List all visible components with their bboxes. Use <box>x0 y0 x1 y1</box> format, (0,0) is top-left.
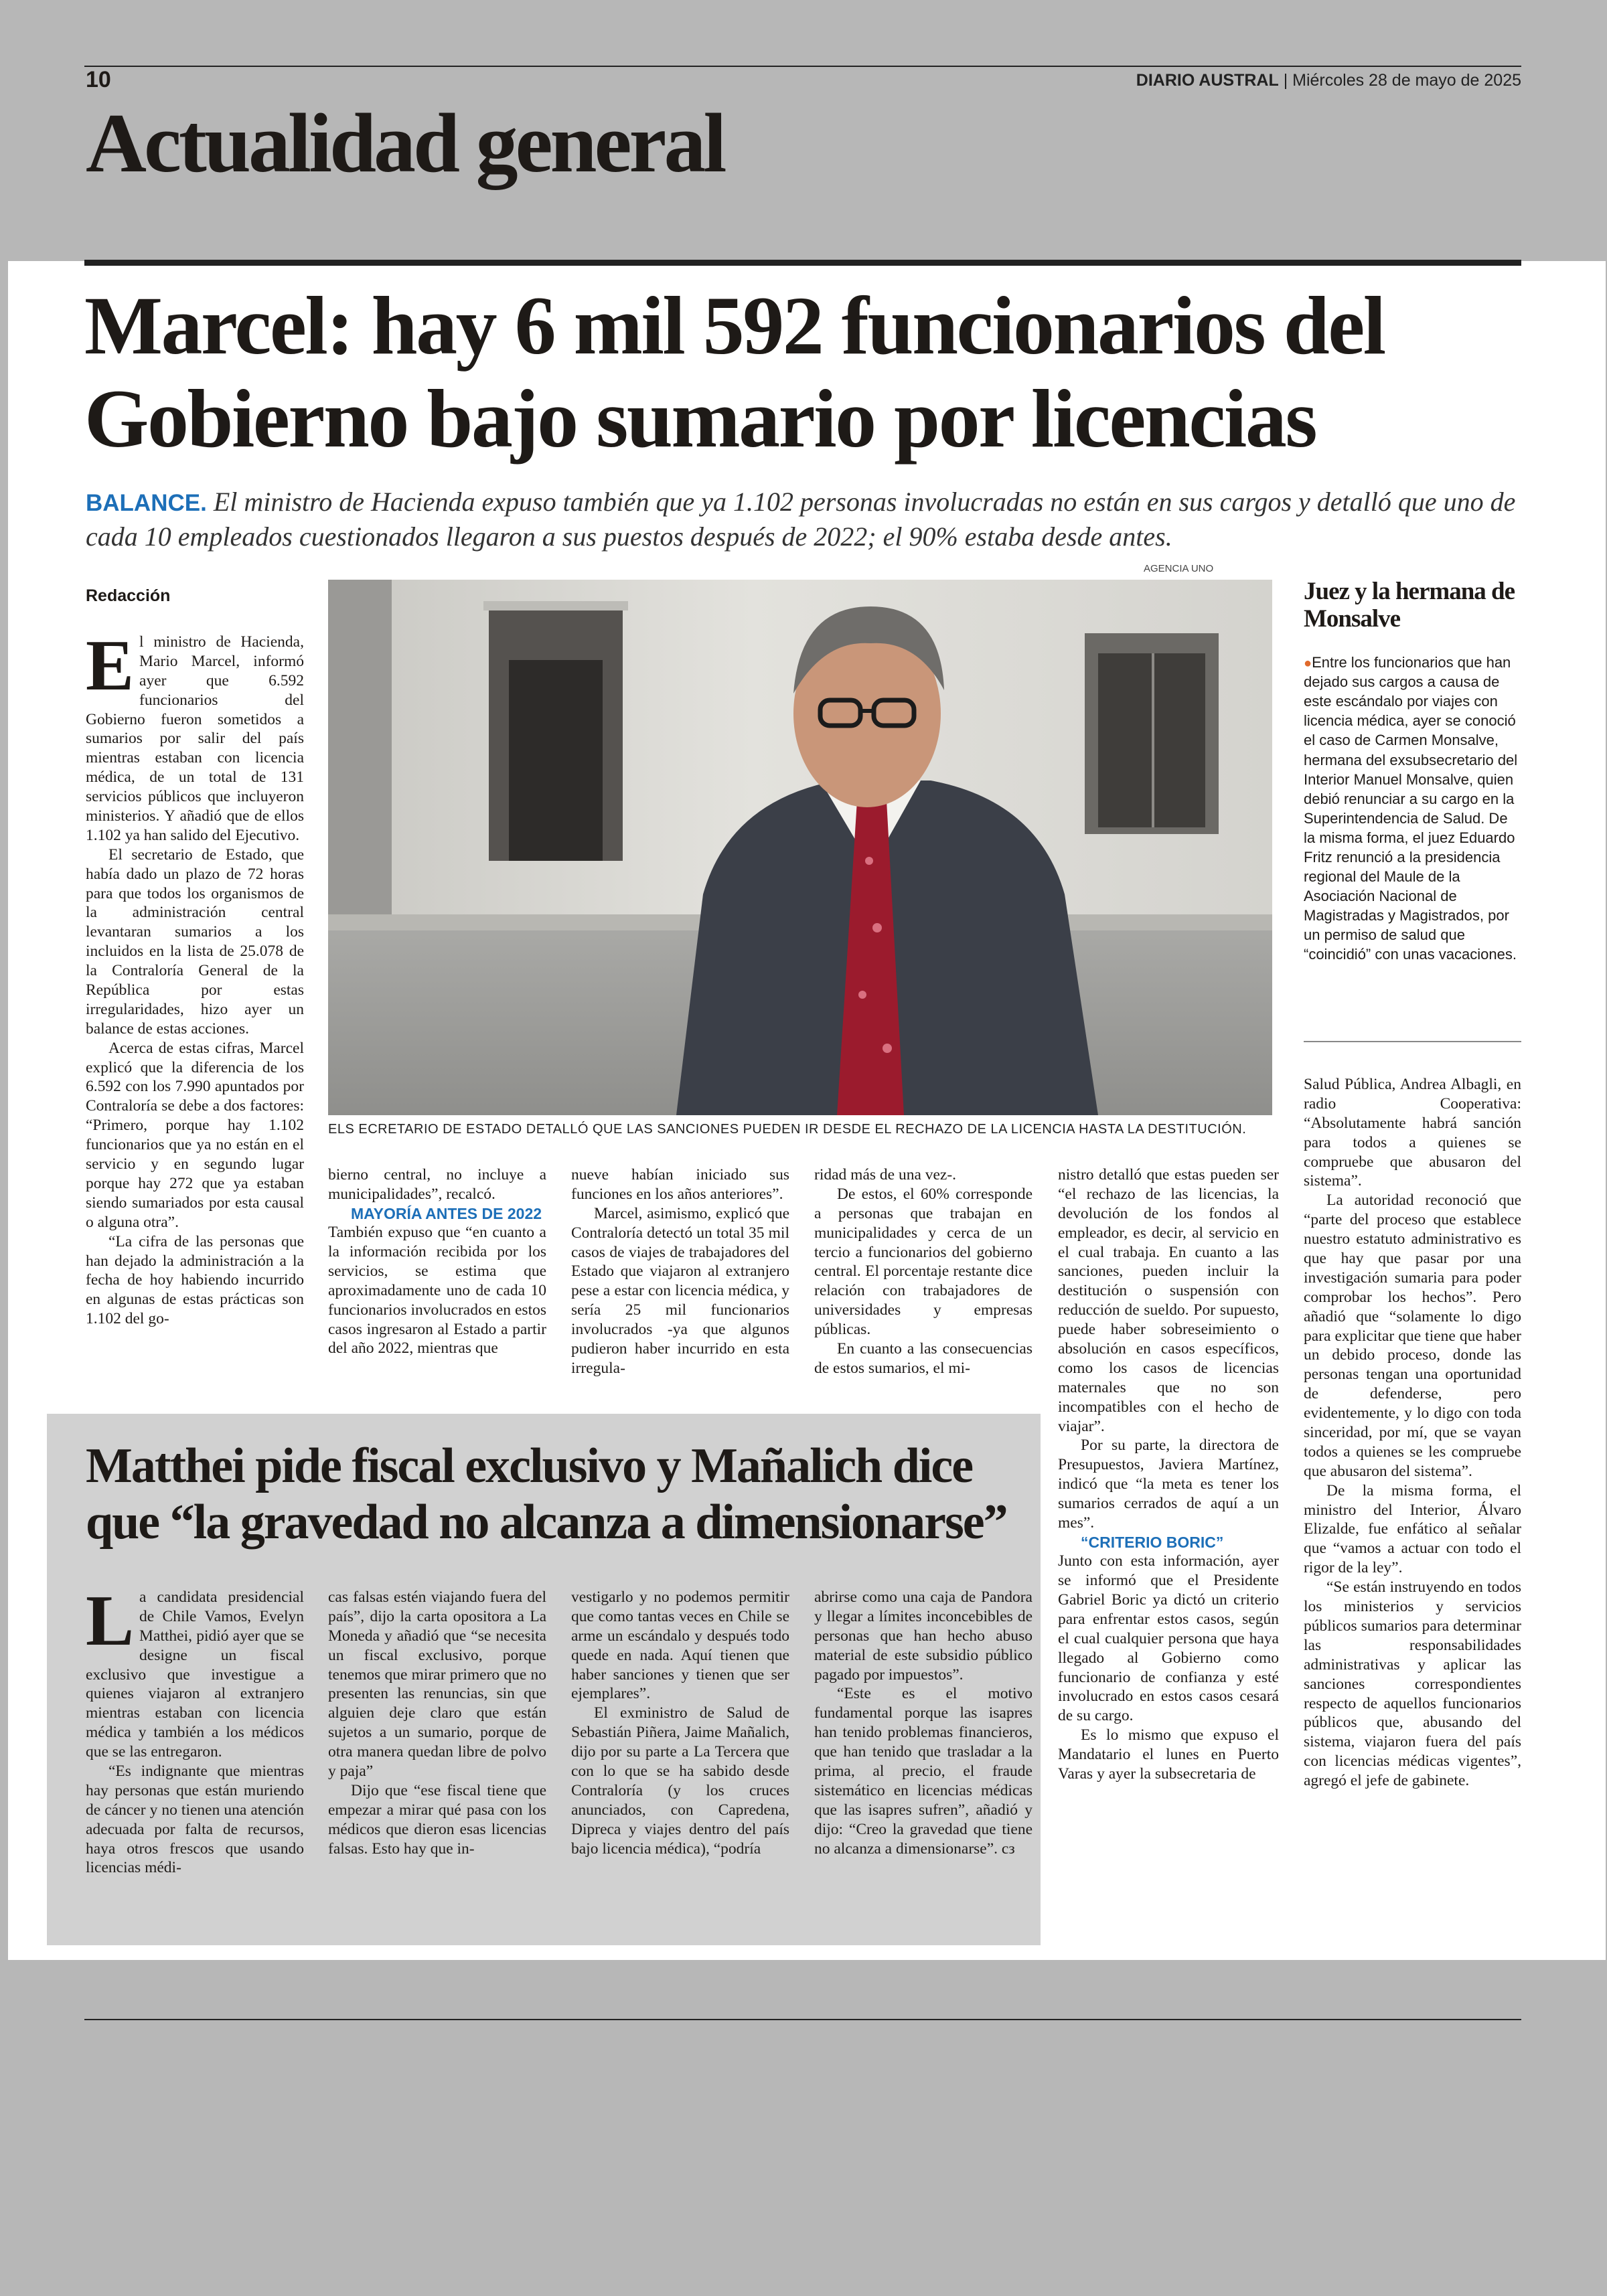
sidebar-body: Entre los funcionarios que han dejado sus cargos a causa de este escándalo por viajes con licencia médica, ayer se conoció el caso de Carmen Monsalve, hermana del exsubsecretario del Interior Manuel Monsalve, quien debió renunciar a su cargo en la Superintendencia de Salud. De la misma forma, el juez Eduardo Fritz renunció a la presidencia regional del Maule de la Asociación Nacional de Magistradas y Magistrados, por un permiso de salud que “coincidió” con unas vacaciones. <box>1304 654 1518 963</box>
col3-paragraph-1: nueve habían iniciado sus funciones en los años anteriores”. <box>571 1166 789 1203</box>
photo-credit: AGENCIA UNO <box>1144 563 1214 574</box>
column-6 <box>1304 1075 1521 1791</box>
box-c1-paragraph-1: a candidata presidencial de Chile Vamos, Evelyn Matthei, pidió ayer que se designe un fiscal exclusivo que investigue a quienes viajaron al extranjero mientras estaban con licencia médica y también a los médicos que se las entregaron. <box>86 1588 304 1761</box>
masthead <box>1136 71 1521 90</box>
box-c2-paragraph-2: Dijo que “ese fiscal tiene que empezar a mirar qué pasa con los médicos que dieron esas licencias falsas. Esto hay que in- <box>328 1781 546 1858</box>
col4-paragraph-3: En cuanto a las consecuencias de estos sumarios, el mi- <box>814 1340 1032 1377</box>
byline: Redacción <box>86 586 171 605</box>
sidebar-rule <box>1304 1041 1521 1042</box>
issue-date: | Miércoles 28 de mayo de 2025 <box>1283 71 1521 90</box>
box-column-3 <box>571 1588 789 1858</box>
col4-paragraph-2: De estos, el 60% corresponde a personas que trabajan en municipalidades y cerca de un tercio a funcionarios del gobierno central. El porcentaje restante dice relación con trabajadores de universidades y empresas públicas. <box>814 1185 1032 1339</box>
box-c4-paragraph-1: abrirse como una caja de Pandora y llegar a límites inconcebibles de personas que han hecho abuso material de este subsidio público pagado por impuestos”. <box>814 1588 1032 1684</box>
box-column-4 <box>814 1588 1032 1858</box>
column-5 <box>1058 1165 1279 1784</box>
col1-paragraph-2: El secretario de Estado, que había dado un plazo de 72 horas para que todos los organismos de la administración central levantaran sumarios a los incluidos en la lista de 25.078 de la Contraloría General de la República por estas irregularidades, hizo ayer un balance de estas acciones. <box>86 845 304 1038</box>
col5-paragraph-3: Junto con esta información, ayer se informó que el Presidente Gabriel Boric ya dictó un criterio para enfrentar estos casos, según el cual cualquier persona que haya llegado al Gobierno como funcionario de confianza y esté involucrado en estos casos cesará de su cargo. <box>1058 1552 1279 1725</box>
end-mark-icon: cз <box>1001 1839 1015 1858</box>
col1-paragraph-1: l ministro de Hacienda, Mario Marcel, informó ayer que 6.592 funcionarios del Gobierno fueron sometidos a sumarios por salir del país mientras estaban con licencia médica, de un total de 131 servicios públicos que incluyeron ministerios. Y añadió que de ellos 1.102 ya han salido del Ejecutivo. <box>86 633 304 844</box>
box-c3-paragraph-1: vestigarlo y no podemos permitir que como tantas veces en Chile se arme un escándalo y después todo quede en nada. Aquí tienen que haber sanciones y tienen que ser ejemplares”. <box>571 1588 789 1703</box>
col1-paragraph-3: Acerca de estas cifras, Marcel explicó que la diferencia de los 6.592 con los 7.990 apuntados por Contraloría se debe a dos factores: “Primero, porque hay 1.102 funcionarios que ya no están en el servicio y en segundo lugar porque hay 272 que ya estaban siendo sumariados por esta causal o alguna otra”. <box>86 1039 304 1231</box>
photo-caption: ELS ECRETARIO DE ESTADO DETALLÓ QUE LAS SANCIONES PUEDEN IR DESDE EL RECHAZO DE LA LICENCIA HASTA LA DESTITUCIÓN. <box>328 1122 1247 1137</box>
top-rule <box>84 66 1521 67</box>
column-1 <box>86 626 304 1329</box>
box-c1-paragraph-2: “Es indignante que mientras hay personas que están muriendo de cáncer y no tienen una atención adecuada por falta de recursos, haya otros frescos que usando licencias médi- <box>86 1762 304 1877</box>
headline-top-rule <box>84 260 1521 266</box>
col5-paragraph-1: nistro detalló que estas pueden ser “el rechazo de las licencias, la devolución de los fondos al empleador, es decir, al servicio en el cual trabaja. En cuanto a las sanciones, pueden incluir la destitución o suspensión con reducción de sueldo. Por supuesto, puede haber sobreseimiento o absolución en casos específicos, como los casos de licencias maternales que no son incompatibles con el hecho de viajar”. <box>1058 1166 1279 1435</box>
bottom-rule <box>84 2019 1521 2020</box>
column-3 <box>571 1165 789 1378</box>
col6-paragraph-1: Salud Pública, Andrea Albagli, en radio Cooperativa: “Absolutamente habrá sanción para todos a quienes se compruebe que abusaron del sistema”. <box>1304 1076 1521 1190</box>
article-headline: Marcel: hay 6 mil 592 funcionarios del Gobierno bajo sumario por licencias <box>84 280 1385 465</box>
section-title: Actualidad general <box>86 97 724 190</box>
article-photo <box>328 580 1272 1115</box>
col5-paragraph-2: Por su parte, la directora de Presupuestos, Javiera Martínez, indicó que “la meta es tener los sumarios cerrados de aquí a un mes”. <box>1058 1437 1279 1532</box>
col4-paragraph-1: ridad más de una vez-. <box>814 1166 957 1183</box>
lead-kicker: BALANCE. <box>86 490 207 516</box>
subhead-boric: “CRITERIO BORIC” <box>1081 1533 1224 1551</box>
box-c2-paragraph-1: cas falsas estén viajando fuera del país”, dijo la carta opositora a La Moneda y añadió que “se necesita un fiscal exclusivo, porque tenemos que mirar primero que no presenten las renuncias, sin que alguien deje claro que están sujetos a un sumario, porque de otra manera quedan libre de polvo y paja” <box>328 1588 546 1781</box>
box-c4-paragraph-2-text: “Este es el motivo fundamental porque las isapres han tenido problemas financieros, que han tenido que trasladar a la prima, al precio, el fraude sistemático en licencias médicas que las isapres sufren”, añadió y dijo: “Creo la gravedad que tiene no alcanza a dimensionarse”. <box>814 1685 1032 1858</box>
sidebar-text <box>1304 653 1521 964</box>
sidebar-title: Juez y la hermana de Monsalve <box>1304 578 1515 633</box>
box-c4-paragraph-2 <box>814 1684 1032 1858</box>
lead-text: El ministro de Hacienda expuso también que ya 1.102 personas involucradas no están en sus cargos y detalló que uno de cada 10 empleados cuestionados llegaron a sus puestos después de 2022; el 90% estaba desde antes. <box>86 487 1516 552</box>
box-c3-paragraph-2: El exministro de Salud de Sebastián Piñera, Jaime Mañalich, dijo por su parte a La Tercera que con lo que se ha sabido desde Contraloría (y los cruces anunciados, con Capredena, Dipreca y viajes dentro del país bajo licencia médica), “podría <box>571 1704 789 1858</box>
box-dropcap: L <box>86 1581 135 1661</box>
column-2 <box>328 1165 546 1358</box>
col6-paragraph-2: La autoridad reconoció que “parte del proceso que establece nuestro estatuto administrativo es que hay que pasar por una investigación sumaria para poder comprobar los hechos”. Pero añadió que “solamente lo digo para explicitar que tiene que haber un debido proceso, donde las personas tengan una oportunidad de defenderse, pero evidentemente, y lo digo con toda sinceridad, por mí, que se vayan todos a quienes se les compruebe que abusaron del sistema”. <box>1304 1192 1521 1480</box>
secondary-headline: Matthei pide fiscal exclusivo y Mañalich dice que “la gravedad no alcanza a dimensionarse” <box>86 1439 1007 1550</box>
col6-paragraph-3: De la misma forma, el ministro del Interior, Álvaro Elizalde, fue enfático al señalar que “vamos a actuar con todo el rigor de la ley”. <box>1304 1481 1521 1577</box>
subhead-mayoria: MAYORÍA ANTES DE 2022 <box>351 1204 542 1222</box>
page-number: 10 <box>86 67 111 92</box>
col3-paragraph-2: Marcel, asimismo, explicó que Contraloría detectó un total 35 mil casos de viajes de trabajadores del Estado que viajaron al extranjero pese a estar con licencia médica, y sería 25 mil funcionarios involucrados -ya que algunos pudieron haber incurrido en esta irregula- <box>571 1204 789 1377</box>
orange-bullet-icon: ● <box>1304 656 1312 671</box>
col6-paragraph-4: “Se están instruyendo en todos los ministerios y servicios públicos sumarios para determinar las responsabilidades administrativas y aplicar las sanciones correspondientes respecto de aquellos funcionarios públicos que, abusando del sistema, viajaron fuera del país con licencias médicas vigentes”, agregó el jefe de gabinete. <box>1304 1578 1521 1790</box>
col1-paragraph-4: “La cifra de las personas que han dejado la administración a la fecha de hoy habiendo incurrido en algunas de estas prácticas son 1.102 del go- <box>86 1232 304 1328</box>
col2-paragraph-1: bierno central, no incluye a municipalidades”, recalcó. <box>328 1166 546 1203</box>
article-dropcap: E <box>86 626 135 706</box>
box-column-1 <box>86 1581 304 1878</box>
col2-paragraph-2: También expuso que “en cuanto a la información recibida por los servicios, se estima que aproximadamente uno de cada 10 funcionarios involucrados en estos casos ingresaron al Estado a partir del año 2022, mientras que <box>328 1224 546 1358</box>
col5-paragraph-4: Es lo mismo que expuso el Mandatario el lunes en Puerto Varas y ayer la subsecretaria de <box>1058 1726 1279 1783</box>
photo-illustration <box>328 580 1272 1115</box>
article-lead <box>86 485 1525 554</box>
box-column-2 <box>328 1588 546 1858</box>
column-4 <box>814 1165 1032 1378</box>
newspaper-name: DIARIO AUSTRAL <box>1136 71 1279 90</box>
